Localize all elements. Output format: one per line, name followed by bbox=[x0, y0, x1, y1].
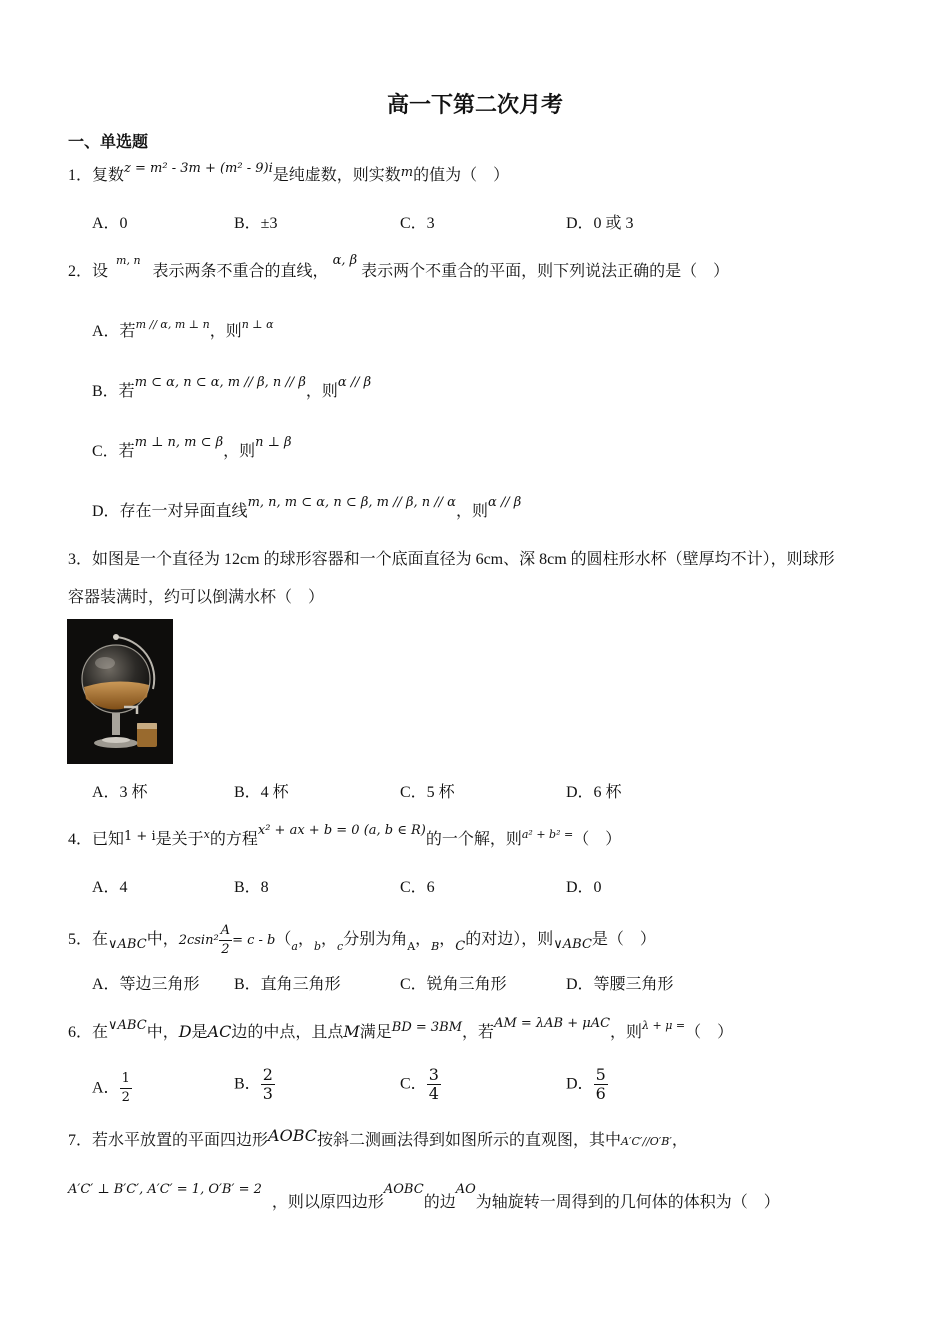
q6-a-num: 1 bbox=[120, 1070, 132, 1089]
q4-text-e: （ ） bbox=[573, 831, 622, 848]
q7-text-d: ，则以原四边形 bbox=[271, 1194, 384, 1211]
q6-text-f: ，若 bbox=[462, 1024, 495, 1041]
q2-b-then: ，则 bbox=[305, 383, 338, 400]
q6-text-e: 满足 bbox=[359, 1024, 392, 1041]
q5-eq-right: = c - b bbox=[232, 933, 276, 949]
q6-c-den: 4 bbox=[428, 1084, 439, 1103]
page-title: 高一下第二次月考 bbox=[386, 92, 563, 117]
q4-text-a: 已知 bbox=[92, 831, 125, 848]
q1-option-d[interactable]: D．0 或 3 bbox=[566, 215, 634, 232]
q3-option-a[interactable]: A．3 杯 bbox=[92, 784, 148, 801]
q7-number: 7． bbox=[68, 1132, 93, 1149]
q1-option-c[interactable]: C．3 bbox=[400, 215, 435, 232]
q4-text-c: 的方程 bbox=[209, 831, 258, 848]
q6-b-label: B． bbox=[234, 1075, 261, 1093]
q6-number: 6． bbox=[68, 1024, 93, 1041]
q2-text-b: 表示两条不重合的直线， bbox=[152, 263, 329, 280]
q7-text-f: 为轴旋转一周得到的几何体的体积为（ ） bbox=[475, 1194, 780, 1211]
q2-option-a[interactable] bbox=[92, 318, 274, 343]
question-1 bbox=[68, 161, 510, 187]
q1-formula: z = m² - 3m + (m² - 9)i bbox=[124, 161, 273, 176]
q2-d-concl: α // β bbox=[487, 495, 522, 510]
q5-frac-den: 2 bbox=[221, 942, 230, 957]
q5-sep3: ， bbox=[415, 931, 432, 949]
q6-c-fraction bbox=[427, 1066, 441, 1103]
q2-d-then: ，则 bbox=[455, 503, 488, 520]
globe-dispenser-illustration bbox=[67, 619, 173, 764]
q6-text-h: （ ） bbox=[685, 1024, 734, 1041]
q6-text-d: 边的中点，且点 bbox=[231, 1024, 344, 1041]
q6-eq-bd: BD = 3BM bbox=[391, 1020, 463, 1035]
q7-text-c: ， bbox=[671, 1132, 688, 1149]
q5-option-b[interactable]: B．直角三角形 bbox=[234, 976, 341, 993]
q6-option-b[interactable] bbox=[234, 1066, 275, 1103]
q5-side-b: b bbox=[313, 940, 321, 954]
q5-option-a[interactable]: A．等边三角形 bbox=[92, 976, 200, 993]
question-7 bbox=[68, 1126, 688, 1152]
q5-frac-num: A bbox=[219, 922, 232, 941]
q6-b-num: 2 bbox=[262, 1065, 273, 1084]
q5-option-c[interactable]: C．锐角三角形 bbox=[400, 976, 507, 993]
q5-option-d[interactable]: D．等腰三角形 bbox=[566, 976, 674, 993]
q7-shape: AOBC bbox=[268, 1126, 317, 1145]
q7-text-a: 若水平放置的平面四边形 bbox=[92, 1132, 269, 1149]
q5-side-c: c bbox=[337, 940, 344, 954]
q6-point-d: D bbox=[178, 1022, 192, 1041]
q6-b-den: 3 bbox=[262, 1084, 273, 1103]
q2-text-c: 表示两个不重合的平面，则下列说法正确的是（ ） bbox=[361, 263, 730, 280]
q3-number: 3． bbox=[68, 551, 93, 568]
q2-option-c[interactable] bbox=[92, 435, 292, 463]
q2-b-concl: α // β bbox=[337, 375, 372, 390]
q4-ask: a² + b² = bbox=[521, 828, 574, 841]
q2-text-a: 设 bbox=[92, 263, 109, 280]
q7-text-b: 按斜二测画法得到如图所示的直观图，其中 bbox=[317, 1132, 622, 1149]
q5-sep4: ， bbox=[439, 931, 456, 949]
q4-text-b: 是关于 bbox=[155, 831, 204, 848]
q1-var: m bbox=[400, 165, 414, 180]
q5-paren-open: （ bbox=[275, 931, 292, 949]
q2-c-concl: n ⊥ β bbox=[255, 435, 292, 450]
q4-option-a[interactable]: A．4 bbox=[92, 879, 128, 896]
q5-text-e: 是（ ） bbox=[591, 931, 656, 949]
q5-angle-b: B bbox=[431, 940, 440, 954]
q6-b-fraction bbox=[261, 1066, 275, 1103]
q1-text-a: 复数 bbox=[92, 167, 125, 184]
q4-equation: x² + ax + b = 0 (a, b ∈ R) bbox=[257, 823, 426, 838]
q2-var-a: m, n bbox=[116, 254, 141, 267]
q4-option-c[interactable]: C．6 bbox=[400, 879, 435, 896]
q6-ask: λ + μ = bbox=[642, 1019, 686, 1032]
q1-number: 1． bbox=[68, 167, 93, 184]
q3-line2: 容器装满时，约可以倒满水杯（ ） bbox=[68, 589, 325, 606]
q6-point-m: M bbox=[343, 1022, 360, 1041]
q1-text-b: 是纯虚数，则实数 bbox=[272, 167, 401, 184]
q5-text-d: 的对边），则 bbox=[465, 931, 554, 949]
q5-half-angle-fraction bbox=[219, 922, 232, 959]
q6-text-g: ，则 bbox=[610, 1024, 643, 1041]
q3-option-b[interactable]: B．4 杯 bbox=[234, 784, 289, 801]
q2-option-d[interactable] bbox=[92, 495, 522, 523]
q6-text-a: 在 bbox=[92, 1024, 109, 1041]
globe-dispenser-photo bbox=[67, 619, 173, 764]
q2-a-then: ，则 bbox=[209, 323, 242, 340]
q5-triangle: ∨ABC bbox=[108, 937, 147, 953]
q4-var: x bbox=[203, 828, 210, 841]
q6-a-label: A． bbox=[92, 1079, 120, 1097]
q6-edge-ac: AC bbox=[207, 1022, 232, 1041]
q6-triangle: ∨ABC bbox=[108, 1018, 147, 1033]
section-heading: 一、单选题 bbox=[68, 134, 149, 151]
q3-line1: 如图是一个直径为 12cm 的球形容器和一个底面直径为 6cm、深 8cm 的圆柱形水杯（壁厚均不计），则球形 bbox=[92, 551, 835, 568]
q2-option-b[interactable] bbox=[92, 375, 372, 403]
q5-side-a: a bbox=[291, 940, 298, 954]
q4-option-d[interactable]: D．0 bbox=[566, 879, 602, 896]
q3-option-c[interactable]: C．5 杯 bbox=[400, 784, 455, 801]
q6-text-c: 是 bbox=[191, 1024, 208, 1041]
q7-cond1: A′C′//O′B′ bbox=[621, 1135, 672, 1148]
q1-option-a[interactable]: A．0 bbox=[92, 215, 128, 232]
q5-angle-a: A bbox=[407, 940, 416, 954]
q2-a-concl: n ⊥ α bbox=[241, 318, 274, 331]
question-3 bbox=[68, 550, 835, 570]
q5-text-a: 在 bbox=[92, 931, 109, 949]
q2-a-label: A．若 bbox=[92, 323, 136, 340]
q5-text-c: 分别为角 bbox=[343, 931, 408, 949]
q4-option-b[interactable]: B．8 bbox=[234, 879, 269, 896]
q2-b-cond: m ⊂ α, n ⊂ α, m // β, n // β bbox=[134, 375, 306, 390]
q5-sep2: ， bbox=[321, 931, 338, 949]
q5-eq-left: 2csin² bbox=[178, 933, 219, 949]
q6-c-num: 3 bbox=[428, 1065, 439, 1084]
q4-number: 4． bbox=[68, 831, 93, 848]
q2-d-label: D．存在一对异面直线 bbox=[92, 503, 248, 520]
q6-a-den: 2 bbox=[121, 1090, 130, 1105]
question-6 bbox=[68, 1016, 734, 1044]
q6-d-den: 6 bbox=[595, 1084, 606, 1103]
q6-d-num: 5 bbox=[595, 1065, 606, 1084]
q6-option-d[interactable] bbox=[566, 1066, 608, 1103]
q6-c-label: C． bbox=[400, 1075, 427, 1093]
q5-sep1: ， bbox=[297, 931, 314, 949]
q2-d-cond: m, n, m ⊂ α, n ⊂ β, m // β, n // α bbox=[247, 495, 456, 510]
q3-option-d[interactable]: D．6 杯 bbox=[566, 784, 622, 801]
q1-text-c: 的值为（ ） bbox=[413, 167, 510, 184]
q4-expr: 1 + i bbox=[124, 829, 156, 844]
q2-b-label: B．若 bbox=[92, 383, 135, 400]
question-4 bbox=[68, 823, 622, 851]
q6-option-a[interactable] bbox=[92, 1070, 132, 1107]
q6-a-fraction bbox=[120, 1070, 132, 1107]
q7-edge: AO bbox=[455, 1182, 476, 1197]
q7-text-e: 的边 bbox=[423, 1194, 456, 1211]
q5-triangle-2: ∨ABC bbox=[553, 937, 592, 953]
q2-c-label: C．若 bbox=[92, 443, 135, 460]
q7-shape-2: AOBC bbox=[383, 1182, 424, 1197]
q6-text-b: 中， bbox=[146, 1024, 179, 1041]
q2-c-then: ，则 bbox=[223, 443, 256, 460]
q2-number: 2． bbox=[68, 263, 93, 280]
q6-option-c[interactable] bbox=[400, 1066, 441, 1103]
q7-cond2: A′C′ ⊥ B′C′, A′C′ = 1, O′B′ = 2 bbox=[68, 1182, 262, 1197]
q2-a-cond: m // α, m ⊥ n bbox=[135, 318, 210, 331]
q5-number: 5． bbox=[68, 931, 93, 949]
q5-text-b: 中， bbox=[146, 931, 179, 949]
q2-c-cond: m ⊥ n, m ⊂ β bbox=[134, 435, 224, 450]
q6-d-fraction bbox=[594, 1066, 608, 1103]
question-5 bbox=[68, 922, 656, 959]
q6-eq-am: AM = λAB + μAC bbox=[494, 1016, 611, 1031]
q2-var-b: α, β bbox=[332, 253, 358, 268]
q1-option-b[interactable]: B．±3 bbox=[234, 215, 278, 232]
q5-angle-c: C bbox=[455, 939, 466, 955]
q4-text-d: 的一个解，则 bbox=[425, 831, 522, 848]
q6-d-label: D． bbox=[566, 1075, 594, 1093]
